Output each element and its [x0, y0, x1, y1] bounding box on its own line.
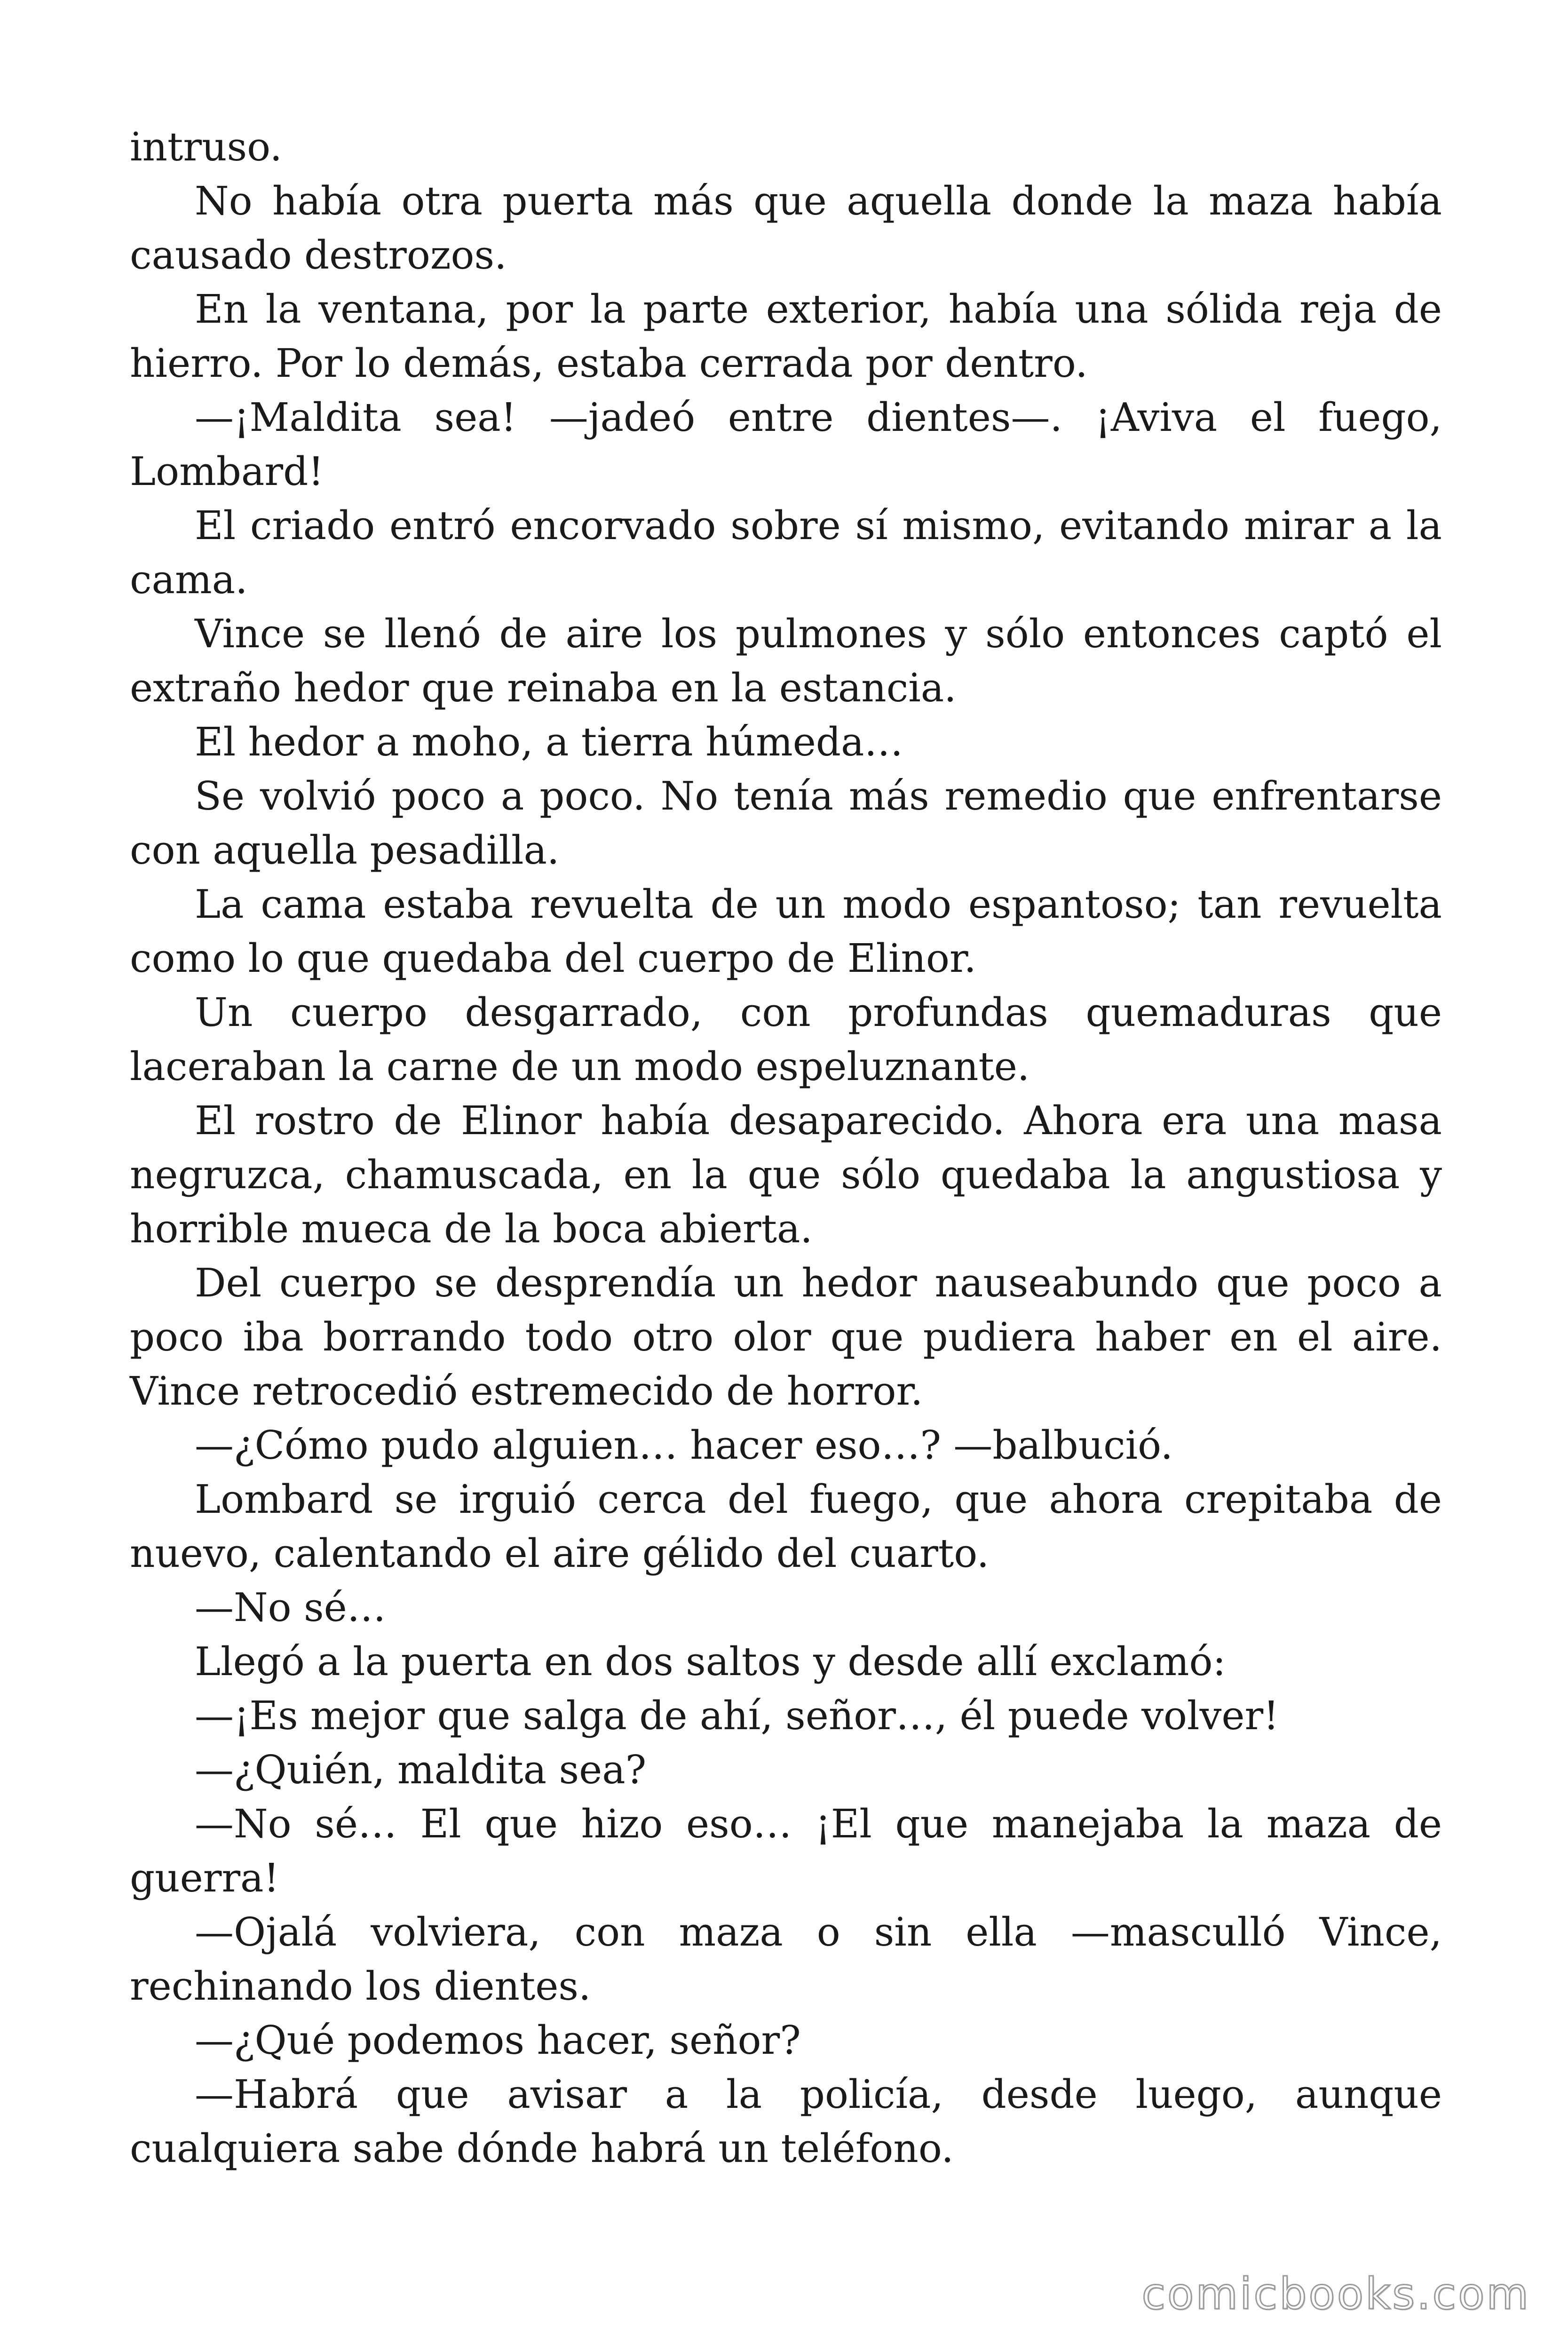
- paragraph-9: La cama estaba revuelta de un modo espantoso; tan revuelta como lo que quedaba del cuerpo de Elinor.: [130, 882, 1442, 981]
- paragraph-14: Lombard se irguió cerca del fuego, que ahora crepitaba de nuevo, calentando el aire gélido del cuarto.: [130, 1477, 1442, 1576]
- paragraph-18: —¿Quién, maldita sea?: [195, 1747, 647, 1793]
- paragraph-20: —Ojalá volviera, con maza o sin ella —masculló Vince, rechinando los dientes.: [130, 1909, 1442, 2009]
- paragraph-13: —¿Cómo pudo alguien… hacer eso…? —balbució.: [195, 1422, 1173, 1468]
- paragraph-2: No había otra puerta más que aquella donde la maza había causado destrozos.: [130, 178, 1442, 278]
- paragraph-19: —No sé… El que hizo eso… ¡El que manejaba la maza de guerra!: [130, 1801, 1442, 1901]
- paragraph-6: Vince se llenó de aire los pulmones y sólo entonces captó el extraño hedor que reinaba en la estancia.: [130, 611, 1442, 711]
- body-text: [130, 120, 1442, 2176]
- paragraph-11: El rostro de Elinor había desaparecido. Ahora era una masa negruzca, chamuscada, en la que sólo quedaba la angustiosa y horrible mueca de la boca abierta.: [130, 1098, 1442, 1252]
- watermark: comicbooks.com: [1141, 2269, 1530, 2319]
- paragraph-1: intruso.: [130, 124, 282, 170]
- paragraph-22: —Habrá que avisar a la policía, desde luego, aunque cualquiera sabe dónde habrá un teléfono.: [130, 2072, 1442, 2171]
- paragraph-16: Llegó a la puerta en dos saltos y desde allí exclamó:: [195, 1639, 1226, 1685]
- paragraph-3: En la ventana, por la parte exterior, había una sólida reja de hierro. Por lo demás, estaba cerrada por dentro.: [130, 286, 1442, 386]
- paragraph-4: —¡Maldita sea! —jadeó entre dientes—. ¡Aviva el fuego, Lombard!: [130, 395, 1442, 494]
- paragraph-21: —¿Qué podemos hacer, señor?: [195, 2018, 801, 2063]
- paragraph-17: —¡Es mejor que salga de ahí, señor…, él puede volver!: [195, 1693, 1279, 1739]
- paragraph-10: Un cuerpo desgarrado, con profundas quemaduras que laceraban la carne de un modo espeluznante.: [130, 990, 1442, 1089]
- paragraph-5: El criado entró encorvado sobre sí mismo, evitando mirar a la cama.: [130, 503, 1442, 603]
- paragraph-12: Del cuerpo se desprendía un hedor nauseabundo que poco a poco iba borrando todo otro olor que pudiera haber en el aire. Vince retrocedió estremecido de horror.: [130, 1260, 1442, 1414]
- paragraph-8: Se volvió poco a poco. No tenía más remedio que enfrentarse con aquella pesadilla.: [130, 773, 1442, 873]
- paragraph-15: —No sé…: [195, 1585, 386, 1630]
- paragraph-7: El hedor a moho, a tierra húmeda…: [195, 719, 903, 765]
